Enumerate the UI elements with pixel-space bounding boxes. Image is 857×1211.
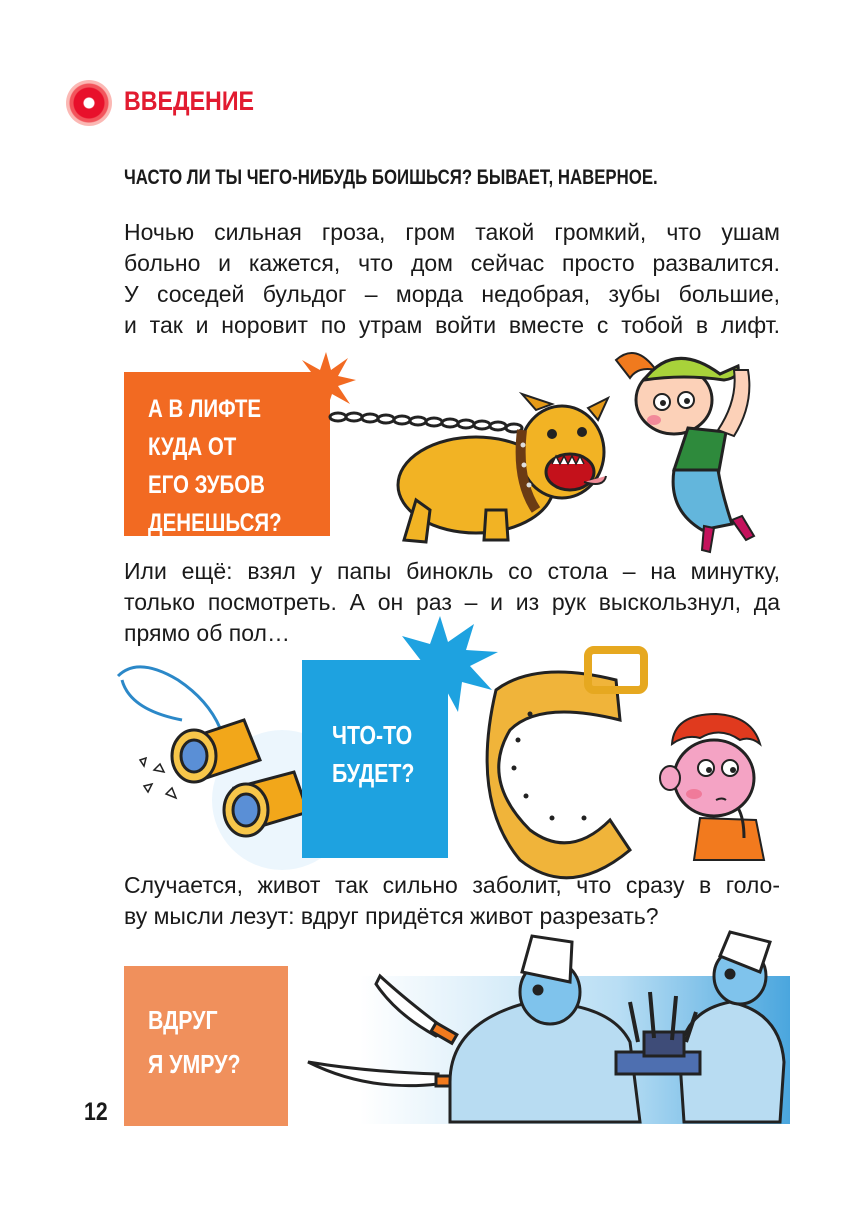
broken-binoculars-illustration bbox=[114, 660, 334, 860]
callout-line: ВДРУГ bbox=[148, 1005, 218, 1035]
surgeons-with-knives-illustration bbox=[300, 932, 790, 1128]
text-line: Ночью сильная гроза, гром такой громкий, что ушам bbox=[124, 219, 780, 245]
callout-line: ЕГО ЗУБОВ bbox=[148, 471, 265, 499]
callout-line: Я УМРУ? bbox=[148, 1049, 241, 1079]
text-line: больно и кажется, что дом сейчас просто развалится. bbox=[124, 250, 780, 276]
section-bullet-icon bbox=[66, 80, 112, 126]
text-line: и так и норовит по утрам войти вместе с тобой в лифт. bbox=[124, 312, 780, 338]
text-line: только посмотреть. А он раз – и из рук выскользнул, да bbox=[124, 589, 780, 615]
paragraph-stomach bbox=[124, 870, 780, 932]
callout-line: ДЕНЕШЬСЯ? bbox=[148, 509, 282, 537]
worried-boy-illustration bbox=[654, 712, 766, 860]
belt-illustration bbox=[472, 650, 648, 855]
paragraph-storm-bulldog bbox=[124, 217, 780, 341]
text-line: Случается, живот так сильно заболит, что сразу в голо- bbox=[124, 872, 780, 898]
text-line: прямо об пол… bbox=[124, 620, 290, 646]
page-number: 12 bbox=[84, 1098, 108, 1126]
callout-elevator bbox=[124, 372, 330, 536]
section-title: ВВЕДЕНИЕ bbox=[124, 86, 255, 116]
callout-line: КУДА ОТ bbox=[148, 433, 237, 461]
lead-question: ЧАСТО ЛИ ТЫ ЧЕГО-НИБУДЬ БОИШЬСЯ? БЫВАЕТ, НАВЕРНОЕ. bbox=[124, 166, 658, 189]
callout-line: А В ЛИФТЕ bbox=[148, 395, 262, 423]
callout-die bbox=[124, 966, 288, 1126]
callout-line: БУДЕТ? bbox=[332, 758, 415, 788]
text-line: ву мысли лезут: вдруг придётся живот разрезать? bbox=[124, 903, 659, 929]
text-line: У соседей бульдог – морда недобрая, зубы большие, bbox=[124, 281, 780, 307]
jumping-boy-illustration bbox=[614, 340, 764, 555]
bulldog-on-chain-illustration bbox=[326, 390, 616, 550]
text-line: Или ещё: взял у папы бинокль со стола – на минутку, bbox=[124, 558, 780, 584]
callout-line: ЧТО-ТО bbox=[332, 720, 413, 750]
callout-something bbox=[302, 660, 448, 858]
